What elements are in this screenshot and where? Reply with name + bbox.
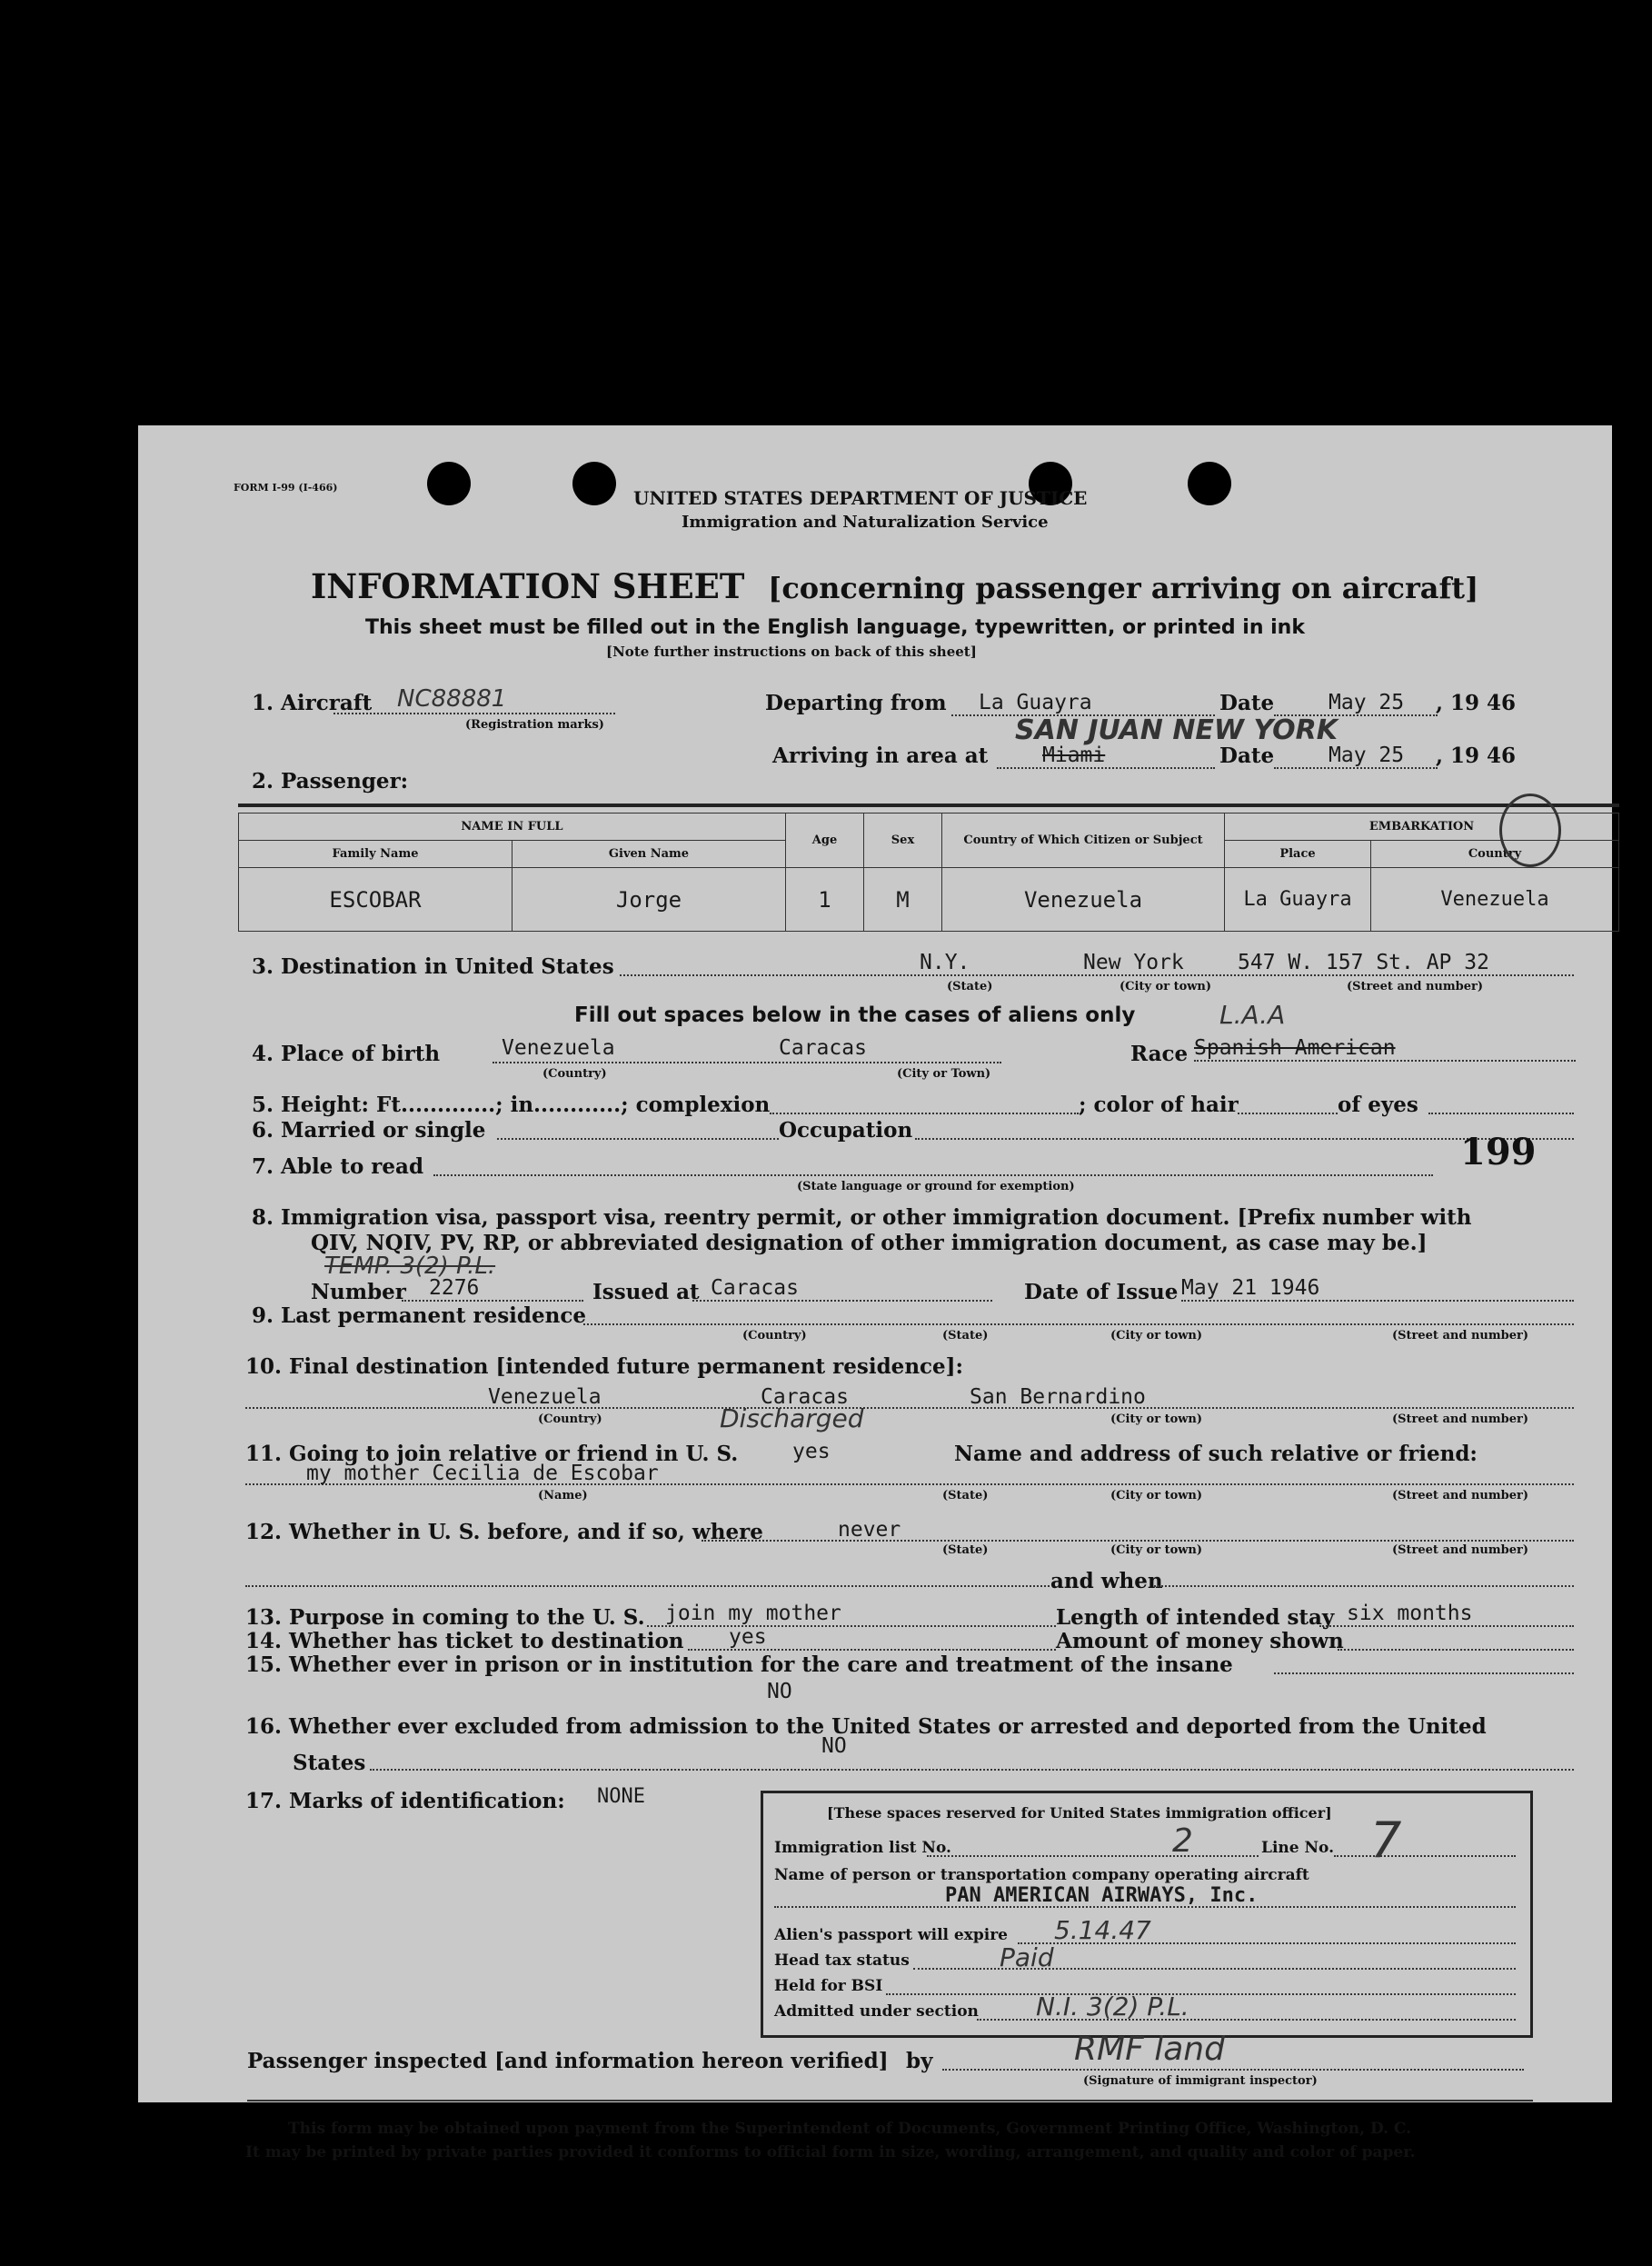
money-label: Amount of money shown [1056,1629,1344,1653]
line13-label: 13. Purpose in coming to the U. S. [245,1605,645,1630]
line9-dots [583,1323,1574,1325]
arriving-year: , 19 46 [1436,744,1517,768]
department-name: UNITED STATES DEPARTMENT OF JUSTICE [633,487,1088,509]
caption-city: (City or town) [1110,1543,1203,1557]
caption-street: (Street and number) [1392,1489,1528,1502]
issued-at: Caracas [692,1276,992,1302]
issue-date: May 21 1946 [1181,1276,1574,1302]
instructions: This sheet must be filled out in the English language, typewritten, or printed in ink [365,616,1305,639]
list-number: 2 [1172,1822,1193,1860]
caption-street: (Street and number) [1392,1543,1528,1557]
line15-label: 15. Whether ever in prison or in institution for the care and treatment of the insane [245,1652,1233,1677]
company-dots [774,1906,1516,1908]
signature-line [942,2069,1524,2071]
aircraft-label: 1. Aircraft [252,691,373,715]
occupation-label: Occupation [779,1118,913,1143]
birth-line [493,1062,1001,1063]
issue-date-label: Date of Issue [1024,1280,1179,1304]
final-city: Caracas [761,1385,849,1409]
given-name-value: Jorge [513,868,786,932]
header-age: Age [786,814,864,868]
line-number: 7 [1370,1812,1402,1869]
line7-label: 7. Able to read [252,1154,424,1179]
page-title: INFORMATION SHEET [concerning passenger arriving on aircraft] [311,566,1479,606]
line5-label: 5. Height: Ft.............; in............; complexion [252,1093,771,1117]
caption-state: (State) [947,980,993,993]
caption-city: (City or town) [1110,1329,1203,1343]
header-given-name: Given Name [513,841,786,868]
ticket-value: yes [688,1625,1056,1651]
visa-label-2: QIV, NQIV, PV, RP, or abbreviated designation of other immigration document, as case may be.] [311,1231,1428,1255]
when-dots [245,1585,1050,1587]
punch-hole [1188,462,1231,505]
arriving-handwritten: SAN JUAN NEW YORK [1015,714,1338,746]
line-dots [1334,1855,1516,1857]
destination-city: New York [1083,951,1184,974]
form-number: FORM I-99 (I-466) [234,482,338,494]
passport-expire: 5.14.47 [1054,1915,1151,1945]
header-country: Country [1371,841,1619,868]
line6-label: 6. Married or single [252,1118,486,1143]
header-citizen-country: Country of Which Citizen or Subject [942,814,1225,868]
family-name-value: ESCOBAR [239,868,513,932]
passport-label: Alien's passport will expire [774,1926,1008,1944]
inspected-by: by [906,2049,933,2073]
caption-country: (Country) [742,1329,807,1343]
and-when-label: and when [1050,1569,1163,1593]
header-family-name: Family Name [239,841,513,868]
registration-caption: (Registration marks) [465,718,604,732]
line7-dots [433,1174,1433,1176]
purpose-value: join my mother [647,1602,1056,1627]
birth-city: Caracas [779,1036,867,1060]
company-value: PAN AMERICAN AIRWAYS, Inc. [945,1884,1259,1907]
footer-rule [247,2100,1533,2101]
citizen-value: Venezuela [942,868,1225,932]
caption-city: (City or town) [1110,1413,1203,1426]
hair-label: ; color of hair [1079,1093,1239,1117]
line17-label: 17. Marks of identification: [245,1789,565,1813]
sex-value: M [864,868,942,932]
tax-label: Head tax status [774,1952,910,1970]
date-label: Date [1219,691,1275,715]
birth-country: Venezuela [502,1036,615,1060]
line15-dots [1274,1672,1574,1674]
number-label: Number [311,1280,406,1304]
departing-year: , 19 46 [1436,691,1517,715]
passenger-label: 2. Passenger: [252,769,409,794]
circle-mark [1499,794,1561,867]
footer-line-1: This form may be obtained upon payment from the Superintendent of Documents, Government Printing Office, Washington, D. C. [288,2120,1412,2138]
punch-hole [572,462,616,505]
caption-city: (City or town) [1120,980,1212,993]
line12-label: 12. Whether in U. S. before, and if so, where [245,1520,763,1544]
line-label: Line No. [1261,1839,1335,1857]
line7-caption: (State language or ground for exemption) [797,1180,1075,1193]
identification-marks: NONE [597,1785,645,1808]
footer-line-2: It may be printed by private parties provided it conforms to official form in size, wording, arrangement, and quality and color of paper. [245,2143,1416,2161]
line16-dots [370,1769,1574,1771]
line5-dots [770,1113,1079,1114]
arriving-label: Arriving in area at [772,744,989,768]
list-label: Immigration list No. [774,1839,951,1857]
length-label: Length of intended stay [1056,1605,1335,1630]
line9-label: 9. Last permanent residence [252,1303,586,1328]
money-dots [1338,1649,1574,1651]
header-name-in-full: NAME IN FULL [239,814,786,841]
line15-answer: NO [767,1680,792,1703]
list-dots [927,1855,1259,1857]
embark-place-value: La Guayra [1225,868,1371,932]
line16-label-2: States [293,1751,366,1775]
passenger-table [238,813,1619,932]
punch-hole [427,462,471,505]
line16-label-1: 16. Whether ever excluded from admission to the United States or arrested and deported from the United [245,1714,1487,1739]
service-name: Immigration and Naturalization Service [682,513,1049,532]
signature-caption: (Signature of immigrant inspector) [1083,2074,1318,2088]
final-street: San Bernardino [970,1385,1146,1409]
birth-label: 4. Place of birth [252,1042,441,1066]
section-label: Admitted under section [774,2002,979,2021]
departing-value: La Guayra [951,691,1215,716]
race-label: Race [1130,1042,1189,1066]
line6-dots [497,1138,779,1140]
visa-number: 2276 [402,1276,583,1302]
officer-box-title: [These spaces reserved for United States immigration officer] [827,1804,1332,1822]
caption-state: (State) [942,1329,989,1343]
arriving-struck: Miami [997,744,1215,769]
race-value: Spanish American [1194,1036,1576,1062]
line11-rest: Name and address of such relative or friend: [954,1442,1478,1466]
arriving-date: May 25 [1274,744,1438,769]
aliens-heading: Fill out spaces below in the cases of aliens only [574,1003,1136,1027]
age-value: 1 [786,868,864,932]
company-label: Name of person or transportation company operating aircraft [774,1866,1309,1884]
discharged-handwritten: Discharged [720,1403,864,1433]
destination-state: N.Y. [920,951,970,974]
race-note: L.A.A [1219,1000,1286,1030]
caption-country: (Country) [538,1413,602,1426]
destination-street: 547 W. 157 St. AP 32 [1238,951,1489,974]
issued-label: Issued at [592,1280,700,1304]
embark-country-value: Venezuela [1371,868,1619,932]
departing-date: May 25 [1274,691,1438,716]
line11-answer: yes [792,1440,831,1463]
length-value: six months [1319,1602,1574,1627]
caption-state: (State) [942,1489,989,1502]
final-country: Venezuela [488,1385,602,1409]
caption-street: (Street and number) [1392,1413,1528,1426]
header-place: Place [1225,841,1371,868]
header-embarkation: EMBARKATION [1225,814,1619,841]
caption-street: (Street and number) [1392,1329,1528,1343]
line10-dots [245,1407,1574,1409]
note: [Note further instructions on back of this sheet] [606,644,977,660]
eyes-label: of eyes [1338,1093,1418,1117]
visa-label-1: 8. Immigration visa, passport visa, reentry permit, or other immigration document. [Prefix number with [252,1205,1472,1230]
caption-name: (Name) [538,1489,588,1502]
destination-line [620,974,1574,976]
bsi-dots [886,1993,1516,1995]
eyes-dots [1428,1113,1574,1114]
departing-label: Departing from [765,691,947,715]
section-value: N.I. 3(2) P.L. [1036,1991,1189,2021]
arriving-date-label: Date [1219,744,1275,768]
caption-street: (Street and number) [1347,980,1483,993]
line16-answer: NO [821,1734,847,1758]
stamp-number: 199 [1460,1131,1537,1173]
tax-value: Paid [1000,1942,1054,1972]
officer-box [761,1791,1533,2038]
document-sheet [138,425,1612,2161]
relative-name: my mother Cecilia de Escobar [306,1462,659,1485]
line12-dots [702,1540,1574,1542]
inspector-signature: RMF land [1074,2031,1225,2068]
when-dots-2 [1154,1585,1574,1587]
line14-label: 14. Whether has ticket to destination [245,1629,684,1653]
bsi-label: Held for BSI [774,1977,883,1995]
caption-city-town: (City or Town) [897,1067,991,1081]
hair-dots [1238,1113,1338,1114]
destination-label: 3. Destination in United States [252,954,614,979]
caption-country: (Country) [542,1067,607,1081]
aircraft-registration: NC88881 [333,685,615,714]
line10-label: 10. Final destination [intended future permanent residence]: [245,1354,964,1379]
visa-prefix: TEMP. 3(2) P.L. [324,1253,496,1280]
caption-city: (City or town) [1110,1489,1203,1502]
table-top-rule [238,804,1619,807]
header-sex: Sex [864,814,942,868]
inspected-label: Passenger inspected [and information hereon verified] [247,2049,889,2073]
line11-label: 11. Going to join relative or friend in U. S. [245,1442,739,1466]
line12-answer: never [838,1518,901,1542]
caption-state: (State) [942,1543,989,1557]
